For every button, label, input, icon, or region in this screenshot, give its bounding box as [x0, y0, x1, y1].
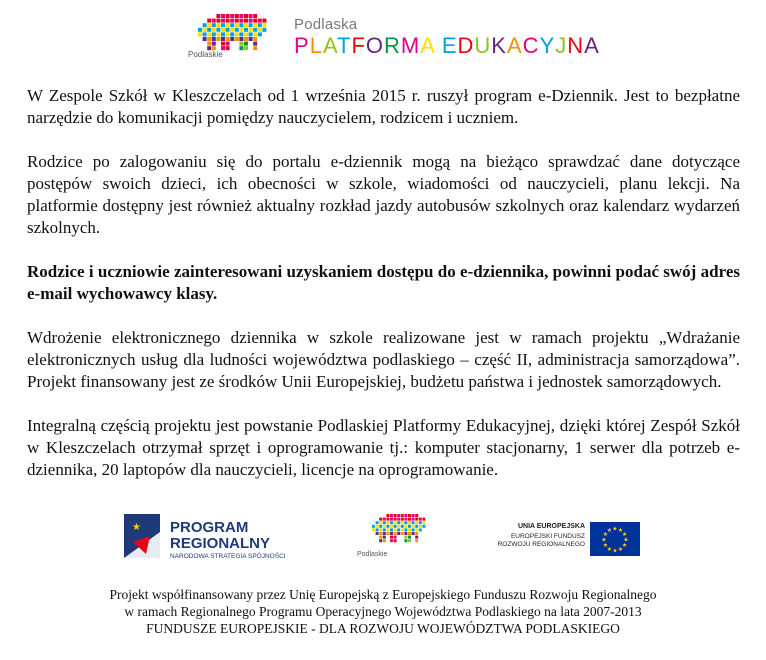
eu-star-icon: ★	[612, 548, 618, 555]
title-letter	[435, 33, 442, 58]
funding-footer	[0, 586, 766, 637]
program-line2: REGIONALNY	[170, 535, 271, 552]
title-letter: T	[336, 33, 352, 58]
paragraph-project: Wdrożenie elektronicznego dziennika w szkole realizowane jest w ramach projektu „Wdrażanie elektronicznych usług dla ludności województwa podlaskiego – część II, administracja samorządowa”. Projekt finansowany jest ze środków Unii Europejskiej, budżetu państwa i jednostek samorządowych.	[27, 328, 740, 391]
title-letter: A	[322, 33, 337, 58]
header	[182, 12, 600, 68]
article-content	[27, 85, 740, 503]
title-letter: M	[400, 33, 421, 58]
platform-title-small: Podlaska	[294, 16, 358, 33]
eu-line3: ROZWOJU REGIONALNEGO	[497, 541, 585, 548]
title-letter: C	[522, 33, 540, 58]
title-letter: D	[457, 33, 475, 58]
platform-title-big	[294, 33, 600, 59]
eu-star-icon: ★	[612, 526, 618, 533]
eu-star-icon: ★	[617, 527, 624, 534]
footer-line1: Projekt współfinansowany przez Unię Europejską z Europejskiego Funduszu Rozwoju Regionalnego	[109, 587, 657, 602]
title-letter: F	[351, 33, 366, 58]
program-regionalny-logo	[124, 514, 286, 560]
eu-star-icon: ★	[602, 543, 609, 549]
title-letter: L	[309, 33, 323, 58]
eu-star-icon: ★	[606, 547, 613, 554]
footer-line2: w ramach Regionalnego Programu Operacyjnego Województwa Podlaskiego na lata 2007-2013	[124, 604, 642, 619]
eu-line2: EUROPEJSKI FUNDUSZ	[510, 533, 585, 540]
title-letter: R	[384, 33, 401, 58]
eu-star-icon: ★	[617, 547, 624, 554]
eu-star-icon: ★	[601, 537, 607, 544]
eu-fund-logo	[498, 522, 640, 556]
logos-strip	[0, 506, 766, 572]
eu-star-icon: ★	[621, 532, 628, 538]
title-letter: J	[555, 33, 568, 58]
title-letter: N	[567, 33, 585, 58]
eu-star-icon: ★	[621, 543, 628, 549]
title-letter: A	[506, 33, 523, 58]
eu-star-icon: ★	[606, 527, 613, 534]
paragraph-platform: Integralną częścią projektu jest powstanie Podlaskiej Platformy Edukacyjnej, dzięki której Zespół Szkół w Kleszczelach otrzymał sprzęt i oprogramowanie tj.: komputer stacjonarny, 1 serwer dla potrzeb e-dziennika, 20 laptopów dla nauczycieli, licencje na oprogramowanie.	[27, 416, 740, 479]
footer-line3: FUNDUSZE EUROPEJSKIE - DLA ROZWOJU WOJEWÓDZTWA PODLASKIEGO	[146, 621, 620, 636]
title-letter: O	[365, 33, 385, 58]
title-letter: E	[441, 33, 458, 58]
funding-logos	[0, 506, 766, 572]
podlaskie-bison-logo	[182, 12, 272, 68]
podlaskie-small-label: Podlaskie	[357, 551, 388, 558]
title-letter: K	[491, 33, 507, 58]
podlaskie-small-logo	[357, 514, 425, 558]
program-line3: NARODOWA STRATEGIA SPÓJNOŚCI	[170, 553, 286, 560]
paragraph-email-notice: Rodzice i uczniowie zainteresowani uzyskaniem dostępu do e-dziennika, powinni podać swój adres e-mail wychowawcy klasy.	[27, 262, 740, 303]
title-letter: U	[474, 33, 492, 58]
title-letter: A	[420, 33, 435, 58]
title-letter: A	[584, 33, 600, 58]
program-line1: PROGRAM	[170, 519, 249, 536]
title-letter: P	[294, 33, 310, 58]
eu-star-icon: ★	[602, 532, 609, 538]
eu-star-icon: ★	[623, 537, 629, 544]
logo-small-label: Podlaskie	[188, 50, 223, 59]
paragraph-parents-access: Rodzice po zalogowaniu się do portalu e-dziennik mogą na bieżąco sprawdzać dane dotyczące postępów swoich dzieci, ich obecności w szkole, wiadomości od nauczycieli, planu lekcji. Na platformie dostępny jest również aktualny rozkład jazdy autobusów szkolnych oraz kalendarz wydarzeń szkolnych.	[27, 152, 740, 237]
paragraph-intro: W Zespole Szkół w Kleszczelach od 1 września 2015 r. ruszył program e-Dziennik. Jest to bezpłatne narzędzie do komunikacji pomiędzy nauczycielem, rodzicem i uczniem.	[27, 86, 740, 127]
eu-line1: UNIA EUROPEJSKA	[517, 523, 585, 530]
eu-star-icon: ★	[132, 522, 141, 533]
title-letter: Y	[539, 33, 556, 58]
